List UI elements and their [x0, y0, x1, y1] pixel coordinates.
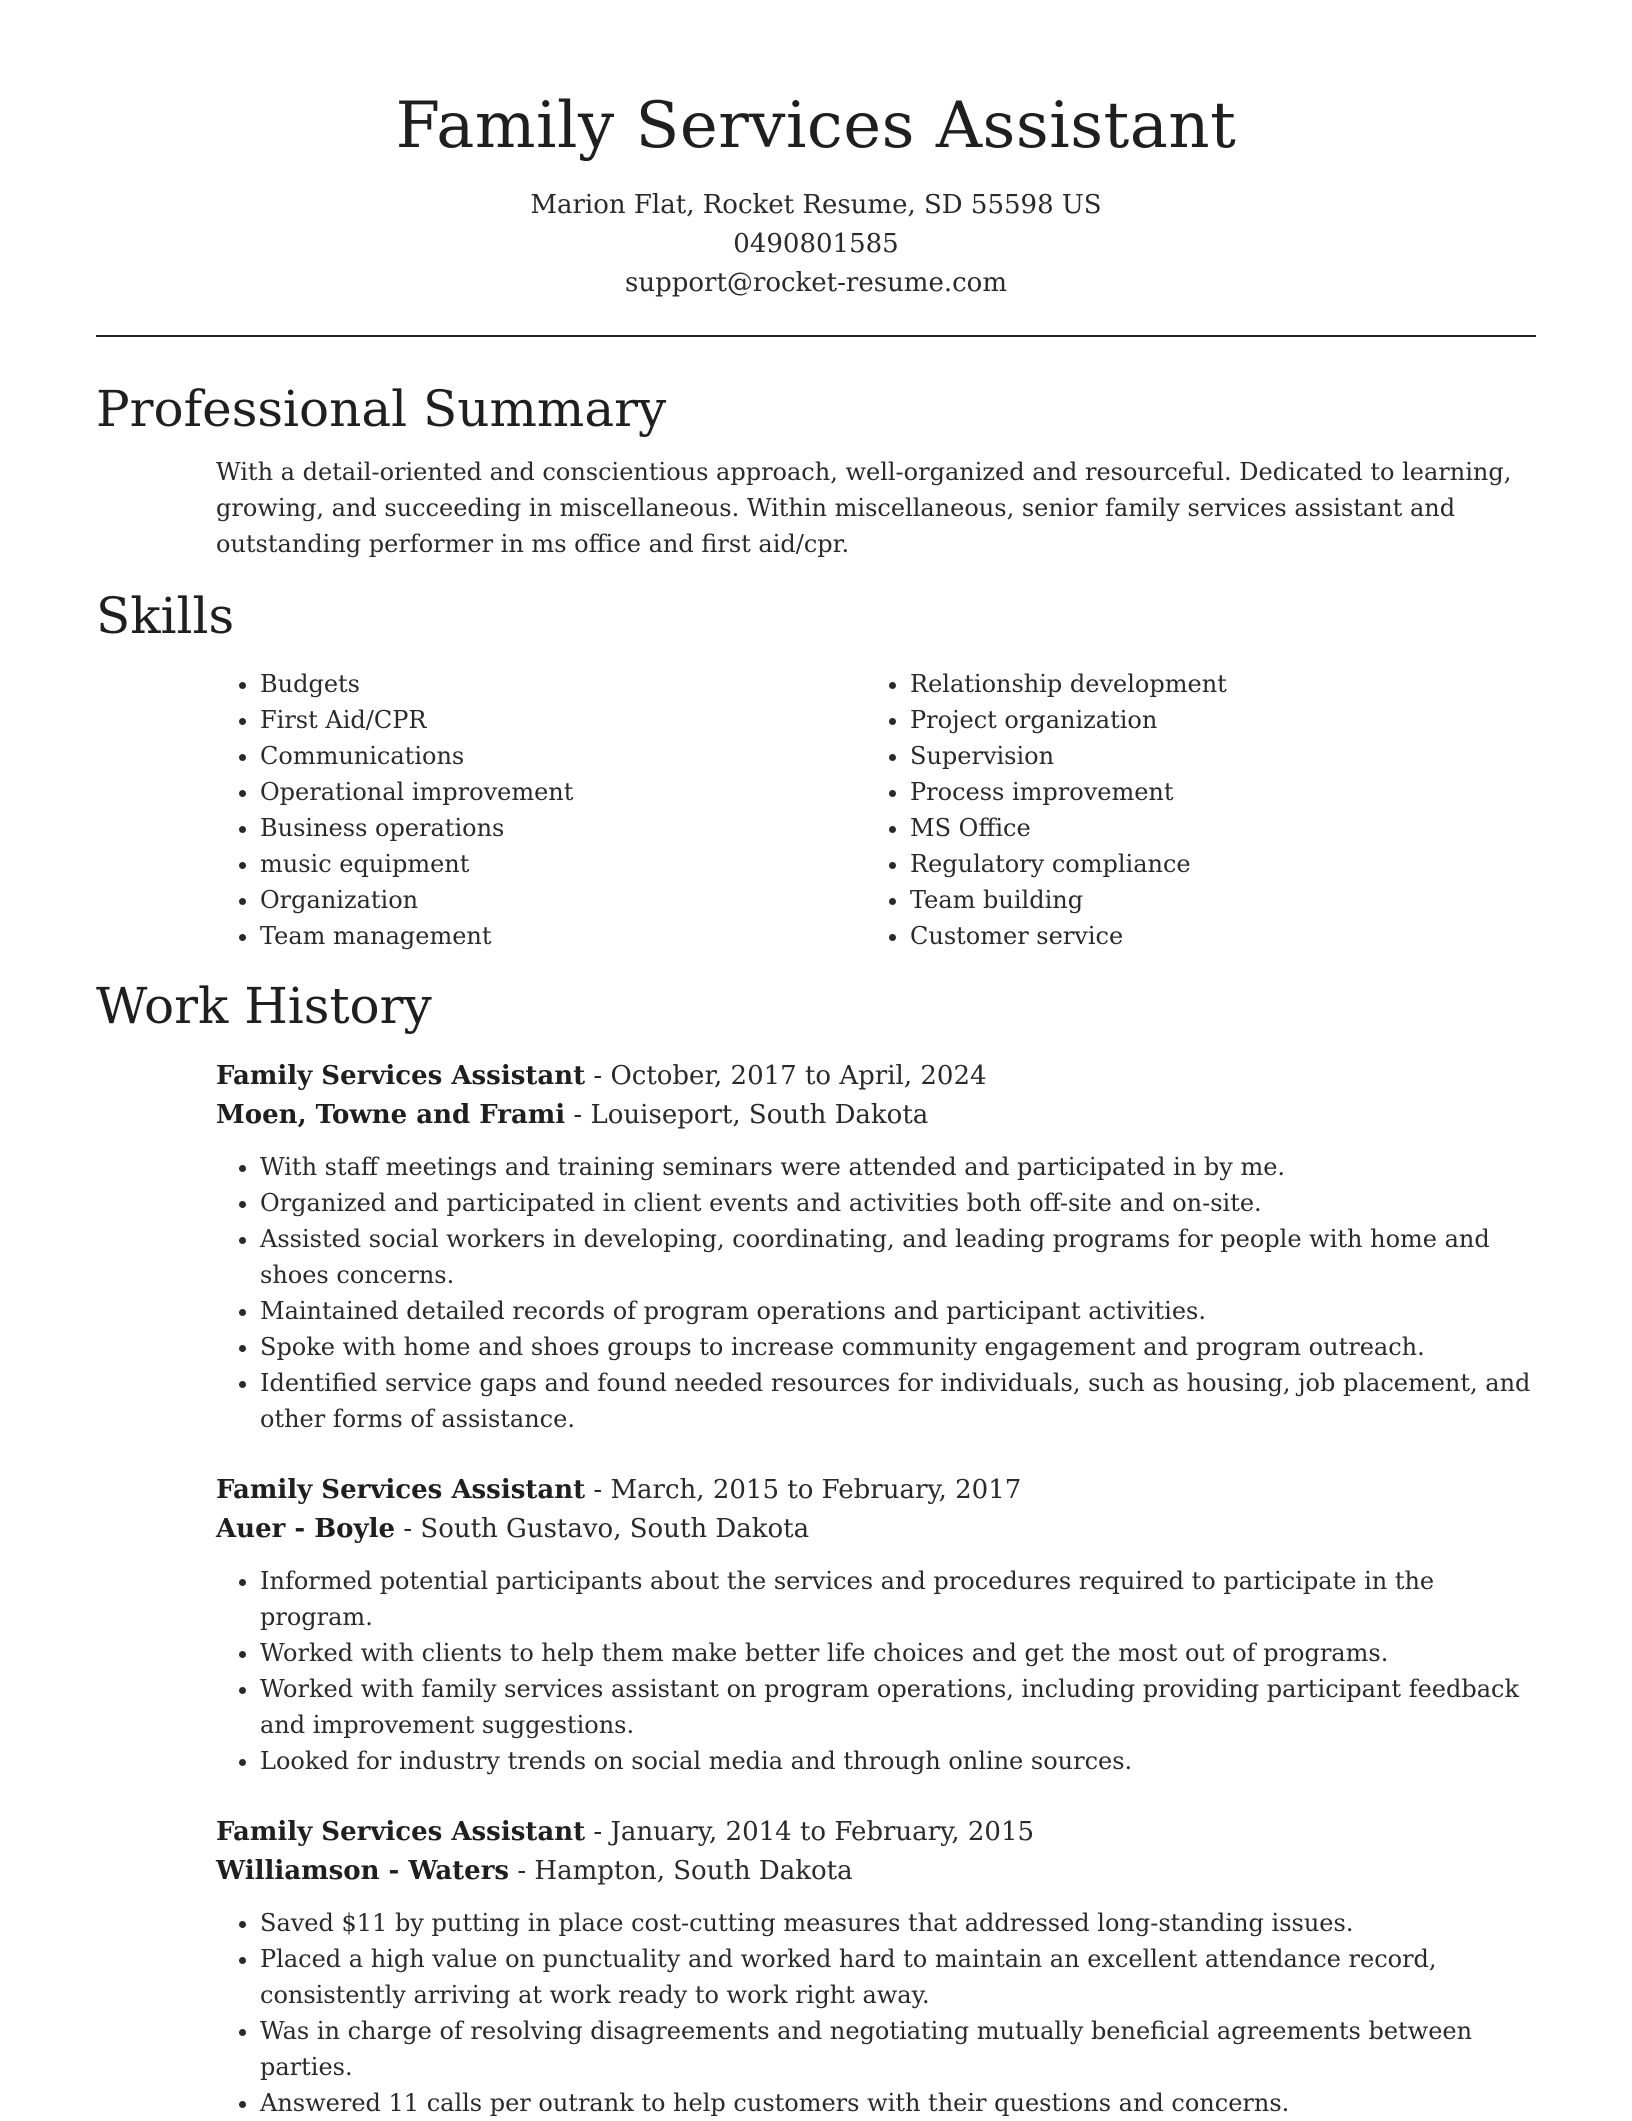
skills-heading: Skills — [96, 587, 235, 645]
job-company: Moen, Towne and Frami — [216, 1100, 566, 1130]
job-bullets — [216, 1149, 1536, 1437]
job-company: Williamson - Waters — [216, 1856, 510, 1886]
job-bullet: • Organized and participated in client events and activities both off-site and on-site. — [260, 1185, 1536, 1221]
job-location: Louiseport, South Dakota — [590, 1100, 929, 1130]
separator: - — [509, 1856, 535, 1886]
skill-item: • Process improvement — [910, 774, 1516, 810]
resume-header — [96, 0, 1536, 303]
skill-item: • Budgets — [260, 666, 866, 702]
summary-heading: Professional Summary — [96, 380, 667, 438]
skill-item: • Organization — [260, 882, 866, 918]
job-bullet: • Was in charge of resolving disagreements and negotiating mutually beneficial agreements between parties. — [260, 2013, 1536, 2085]
email-line: support@rocket-resume.com — [624, 268, 1007, 298]
separator: - — [395, 1514, 421, 1544]
skill-item: • Operational improvement — [260, 774, 866, 810]
work-history-heading: Work History — [96, 977, 432, 1035]
skill-item: • Business operations — [260, 810, 866, 846]
skill-item: • Team management — [260, 918, 866, 954]
skill-item: • Team building — [910, 882, 1516, 918]
job-company-line — [216, 1096, 1536, 1135]
job-title-line — [216, 1471, 1536, 1510]
contact-block — [96, 186, 1536, 303]
phone-line: 0490801585 — [733, 229, 899, 259]
skill-item: • Supervision — [910, 738, 1516, 774]
job-location: Hampton, South Dakota — [534, 1856, 853, 1886]
skill-item: • Relationship development — [910, 666, 1516, 702]
address-line: Marion Flat, Rocket Resume, SD 55598 US — [530, 190, 1102, 220]
job-bullet: • Worked with clients to help them make better life choices and get the most out of programs. — [260, 1635, 1536, 1671]
job-bullet: • Spoke with home and shoes groups to increase community engagement and program outreach. — [260, 1329, 1536, 1365]
job-dates: March, 2015 to February, 2017 — [610, 1475, 1022, 1505]
job-dates: October, 2017 to April, 2024 — [610, 1061, 987, 1091]
skill-item: • MS Office — [910, 810, 1516, 846]
job-title: Family Services Assistant — [216, 1817, 586, 1847]
job-title-line — [216, 1813, 1536, 1852]
candidate-name: Family Services Assistant — [395, 89, 1237, 163]
job-company: Auer - Boyle — [216, 1514, 396, 1544]
skill-item: • Communications — [260, 738, 866, 774]
job-entry — [216, 1471, 1536, 1779]
separator: - — [585, 1475, 611, 1505]
job-company-line — [216, 1852, 1536, 1891]
job-location: South Gustavo, South Dakota — [420, 1514, 810, 1544]
job-company-line — [216, 1510, 1536, 1549]
job-bullet: • Worked with family services assistant on program operations, including providing participant feedback and improvement suggestions. — [260, 1671, 1536, 1743]
job-bullet: • Answered 11 calls per outrank to help customers with their questions and concerns. — [260, 2085, 1536, 2121]
job-entry — [216, 1813, 1536, 2121]
job-bullet: • Maintained detailed records of program operations and participant activities. — [260, 1293, 1536, 1329]
job-bullet: • Saved $11 by putting in place cost-cutting measures that addressed long-standing issues. — [260, 1905, 1536, 1941]
skill-item: • First Aid/CPR — [260, 702, 866, 738]
job-title: Family Services Assistant — [216, 1061, 586, 1091]
separator: - — [585, 1817, 611, 1847]
job-title: Family Services Assistant — [216, 1475, 586, 1505]
separator: - — [565, 1100, 591, 1130]
skills-list — [216, 666, 1536, 954]
separator: - — [585, 1061, 611, 1091]
job-bullet: • Identified service gaps and found needed resources for individuals, such as housing, job placement, and other forms of assistance. — [260, 1365, 1536, 1437]
job-dates: January, 2014 to February, 2015 — [610, 1817, 1035, 1847]
job-bullet: • Looked for industry trends on social media and through online sources. — [260, 1743, 1536, 1779]
summary-text: With a detail-oriented and conscientious approach, well-organized and resourceful. Dedicated to learning, growing, and succeeding in miscellaneous. Within miscellaneous, senior family services assistant and outstanding performer in ms office and first aid/cpr. — [216, 458, 1512, 558]
header-divider — [96, 335, 1536, 337]
job-bullet: • Placed a high value on punctuality and worked hard to maintain an excellent attendance record, consistently arriving at work ready to work right away. — [260, 1941, 1536, 2013]
job-bullet: • Informed potential participants about the services and procedures required to participate in the program. — [260, 1563, 1536, 1635]
job-entry — [216, 1057, 1536, 1437]
job-bullet: • Assisted social workers in developing, coordinating, and leading programs for people with home and shoes concerns. — [260, 1221, 1536, 1293]
job-bullets — [216, 1905, 1536, 2121]
job-title-line — [216, 1057, 1536, 1096]
job-bullet: • With staff meetings and training seminars were attended and participated in by me. — [260, 1149, 1536, 1185]
skill-item: • Customer service — [910, 918, 1516, 954]
job-bullets — [216, 1563, 1536, 1779]
skills-column-left — [216, 666, 866, 954]
skill-item: • Regulatory compliance — [910, 846, 1516, 882]
skill-item: • Project organization — [910, 702, 1516, 738]
skill-item: • music equipment — [260, 846, 866, 882]
skills-column-right — [866, 666, 1516, 954]
resume-page — [96, 0, 1536, 2121]
